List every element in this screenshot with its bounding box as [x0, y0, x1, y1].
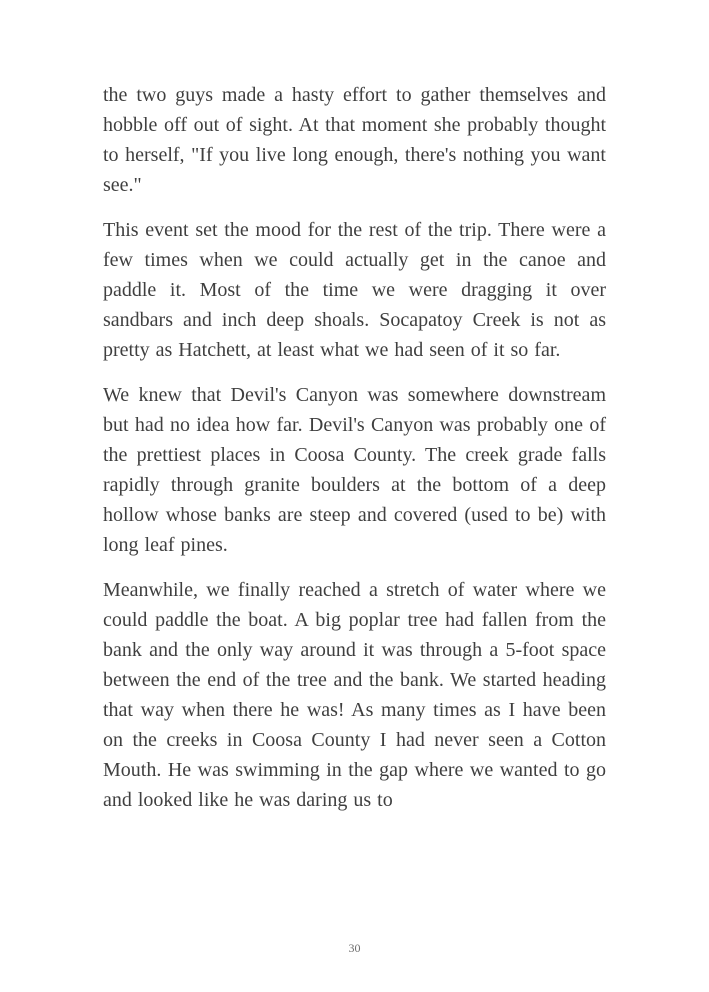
body-paragraph-2: This event set the mood for the rest of the trip. There were a few times when we could actually get in the canoe and paddle it. Most of the time we were dragging it over sandbars and inch deep shoals. Socapatoy Creek is not as pretty as Hatchett, at least what we had seen of it so far.: [103, 219, 606, 361]
body-paragraph-1: the two guys made a hasty effort to gather themselves and hobble off out of sight. At that moment she probably thought to herself, "If you live long enough, there's nothing you want see.": [103, 84, 606, 196]
body-paragraph-4: Meanwhile, we finally reached a stretch of water where we could paddle the boat. A big poplar tree had fallen from the bank and the only way around it was through a 5-foot space between the end of the tree and the bank. We started heading that way when there he was! As many times as I have been on the creeks in Coosa County I had never seen a Cotton Mouth. He was swimming in the gap where we wanted to go and looked like he was daring us to: [103, 579, 606, 811]
body-paragraph-3: We knew that Devil's Canyon was somewhere downstream but had no idea how far. Devil's Canyon was probably one of the prettiest places in Coosa County. The creek grade falls rapidly through granite boulders at the bottom of a deep hollow whose banks are steep and covered (used to be) with long leaf pines.: [103, 384, 606, 556]
page-body: [103, 80, 606, 815]
page-number: 30: [348, 941, 361, 955]
